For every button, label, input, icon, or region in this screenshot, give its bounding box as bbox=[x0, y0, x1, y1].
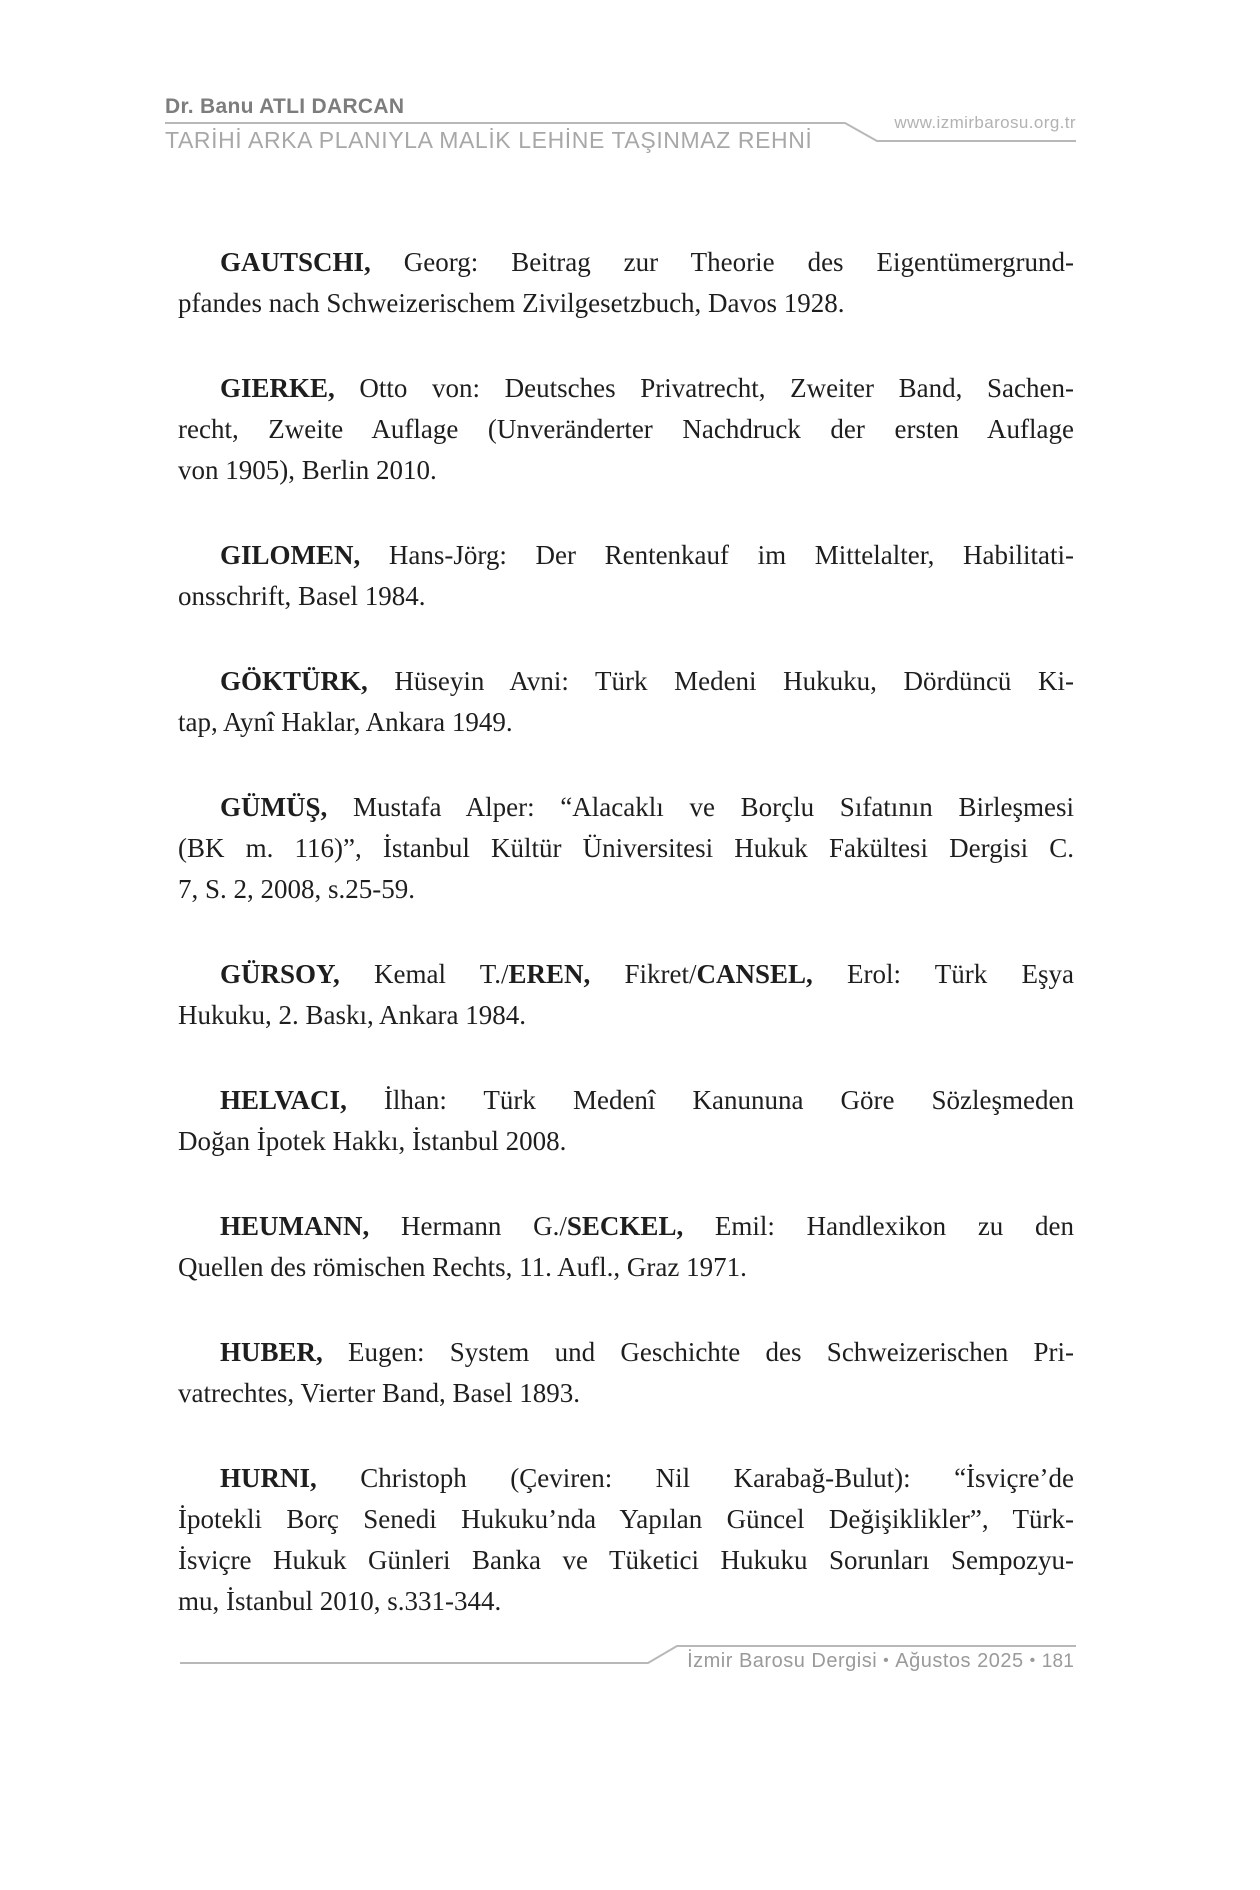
bibliography-entry bbox=[178, 787, 1074, 910]
bibliography-entry bbox=[178, 1458, 1074, 1622]
entry-line: İpotekli Borç Senedi Hukuku’nda Yapılan Güncel Değişiklikler”, Türk- bbox=[178, 1504, 1074, 1534]
bibliography-entry bbox=[178, 242, 1074, 324]
entry-line: (BK m. 116)”, İstanbul Kültür Üniversitesi Hukuk Fakültesi Dergisi C. bbox=[178, 833, 1074, 863]
author-name: Dr. Banu ATLI DARCAN bbox=[165, 95, 405, 118]
entry-line: mu, İstanbul 2010, s.331-344. bbox=[178, 1586, 502, 1616]
entry-line: GIERKE, Otto von: Deutsches Privatrecht, Zweiter Band, Sachen- bbox=[220, 373, 1074, 403]
bibliography-entry bbox=[178, 1332, 1074, 1414]
entry-line: 7, S. 2, 2008, s.25-59. bbox=[178, 874, 416, 904]
website-url: www.izmirbarosu.org.tr bbox=[894, 113, 1076, 132]
separator-dot: • bbox=[883, 1652, 890, 1669]
entry-line: von 1905), Berlin 2010. bbox=[178, 455, 437, 485]
bibliography-entry bbox=[178, 661, 1074, 743]
page-number: 181 bbox=[1041, 1651, 1074, 1672]
article-title: TARİHİ ARKA PLANIYLA MALİK LEHİNE TAŞINMAZ REHNİ bbox=[165, 127, 813, 153]
entry-line: HURNI, Christoph (Çeviren: Nil Karabağ-Bulut): “İsviçre’de bbox=[220, 1463, 1074, 1493]
entry-line: HEUMANN, Hermann G./SECKEL, Emil: Handlexikon zu den bbox=[220, 1211, 1075, 1241]
entry-line: pfandes nach Schweizerischem Zivilgesetzbuch, Davos 1928. bbox=[178, 288, 845, 318]
entry-line: GAUTSCHI, Georg: Beitrag zur Theorie des Eigentümergrund- bbox=[220, 247, 1074, 277]
entry-line: Hukuku, 2. Baskı, Ankara 1984. bbox=[178, 1000, 526, 1030]
issue-date: Ağustos 2025 bbox=[895, 1650, 1024, 1672]
bibliography-entry bbox=[178, 1206, 1074, 1288]
entry-line: GILOMEN, Hans-Jörg: Der Rentenkauf im Mittelalter, Habilitati- bbox=[220, 540, 1074, 570]
bibliography-entry bbox=[178, 954, 1074, 1036]
bibliography-entry bbox=[178, 1080, 1074, 1162]
journal-name: İzmir Barosu Dergisi bbox=[687, 1650, 878, 1672]
bibliography-list bbox=[178, 242, 1074, 1666]
entry-line: tap, Aynî Haklar, Ankara 1949. bbox=[178, 707, 513, 737]
journal-info bbox=[687, 1650, 1074, 1673]
entry-line: GÜMÜŞ, Mustafa Alper: “Alacaklı ve Borçlu Sıfatının Birleşmesi bbox=[220, 792, 1074, 822]
separator-dot: • bbox=[1029, 1652, 1036, 1669]
entry-line: recht, Zweite Auflage (Unveränderter Nachdruck der ersten Auflage bbox=[178, 414, 1074, 444]
entry-line: onsschrift, Basel 1984. bbox=[178, 581, 426, 611]
bibliography-entry bbox=[178, 368, 1074, 491]
entry-line: vatrechtes, Vierter Band, Basel 1893. bbox=[178, 1378, 581, 1408]
entry-line: Doğan İpotek Hakkı, İstanbul 2008. bbox=[178, 1126, 567, 1156]
entry-line: HUBER, Eugen: System und Geschichte des Schweizerischen Pri- bbox=[220, 1337, 1074, 1367]
entry-line: Quellen des römischen Rechts, 11. Aufl., Graz 1971. bbox=[178, 1252, 747, 1282]
entry-line: GÖKTÜRK, Hüseyin Avni: Türk Medeni Hukuku, Dördüncü Ki- bbox=[220, 666, 1074, 696]
entry-line: HELVACI, İlhan: Türk Medenî Kanununa Göre Sözleşmeden bbox=[220, 1085, 1074, 1115]
entry-line: İsviçre Hukuk Günleri Banka ve Tüketici Hukuku Sorunları Sempozyu- bbox=[178, 1545, 1074, 1575]
bibliography-entry bbox=[178, 535, 1074, 617]
entry-line: GÜRSOY, Kemal T./EREN, Fikret/CANSEL, Erol: Türk Eşya bbox=[220, 959, 1075, 989]
